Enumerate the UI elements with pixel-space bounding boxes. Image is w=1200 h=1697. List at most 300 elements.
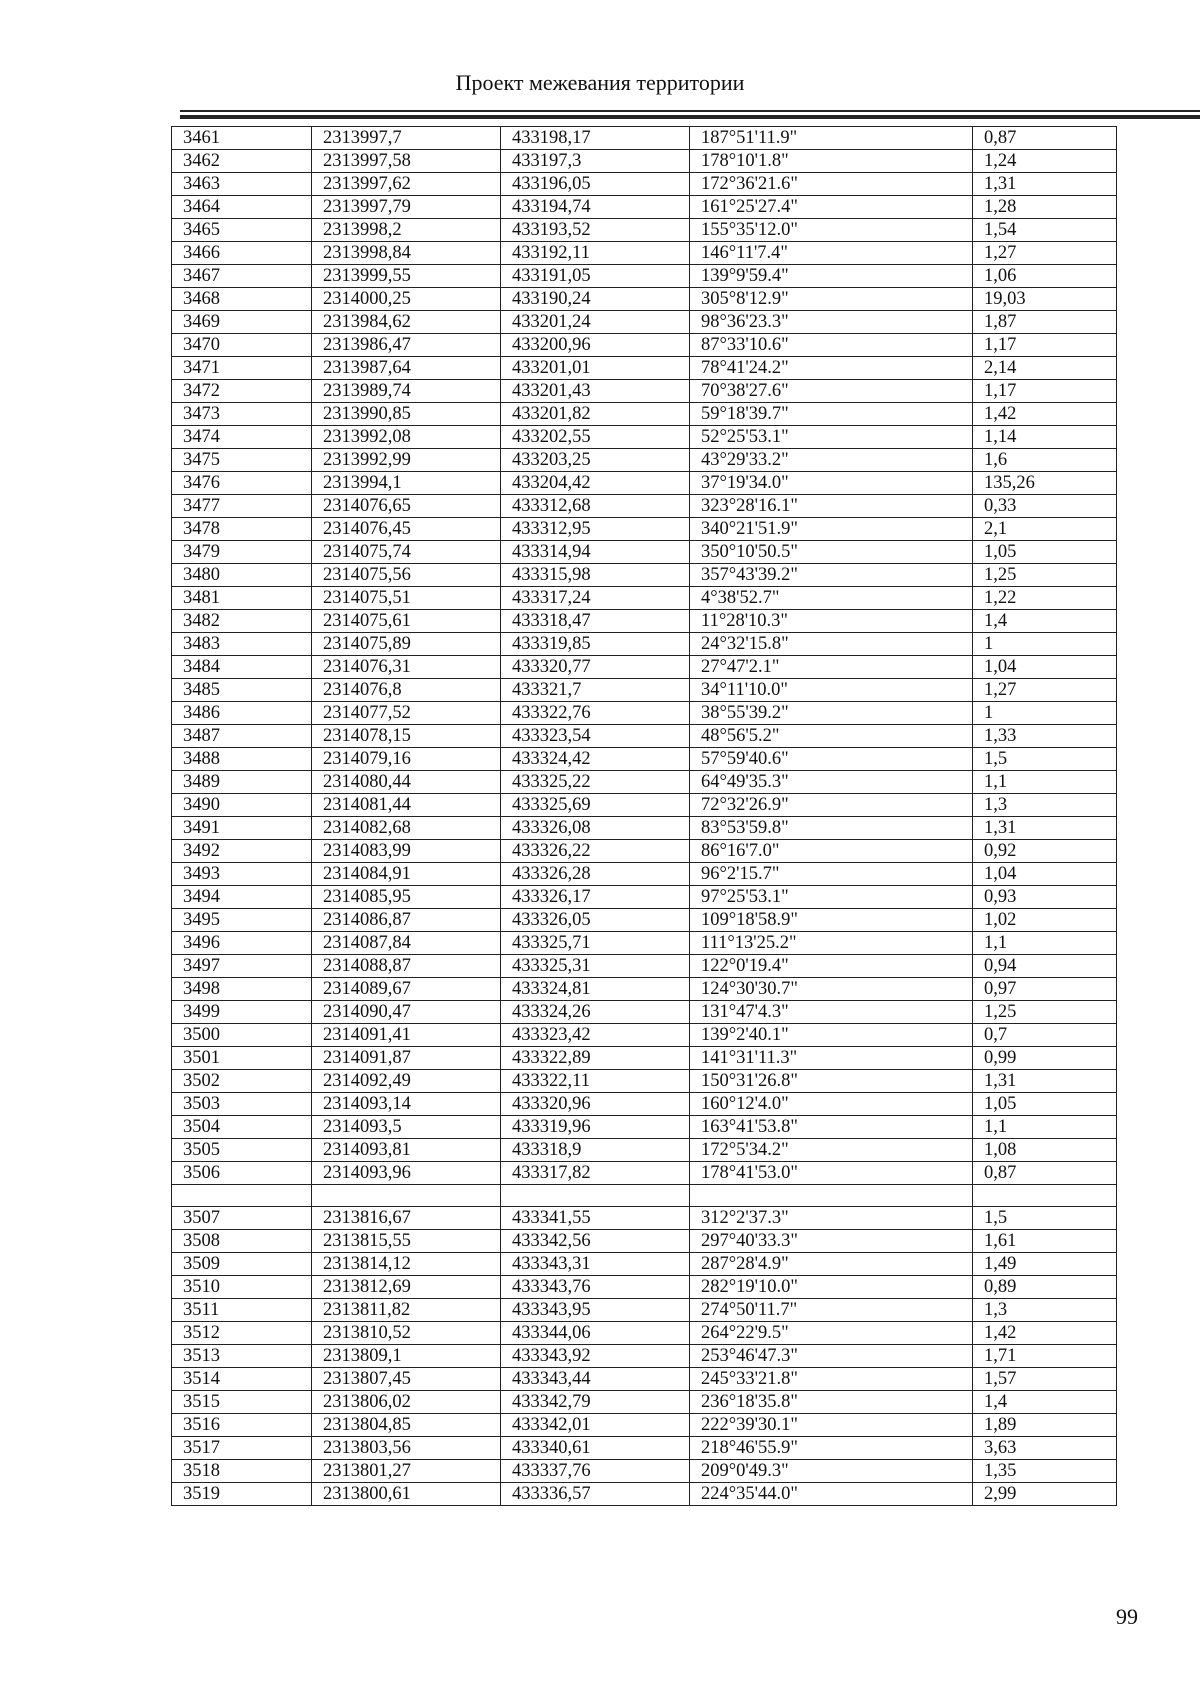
point-number-cell: 3473 — [172, 403, 312, 426]
x-coordinate-cell: 2313800,61 — [312, 1483, 501, 1506]
table-row — [172, 748, 1117, 771]
x-coordinate-cell: 2313989,74 — [312, 380, 501, 403]
table-row — [172, 472, 1117, 495]
bearing-cell: 209°0'49.3" — [690, 1460, 973, 1483]
table-row — [172, 840, 1117, 863]
header-rule-thick — [180, 115, 1200, 119]
x-coordinate-cell: 2314076,31 — [312, 656, 501, 679]
y-coordinate-cell: 433343,76 — [501, 1276, 690, 1299]
y-coordinate-cell: 433197,3 — [501, 150, 690, 173]
x-coordinate-cell: 2314075,51 — [312, 587, 501, 610]
point-number-cell: 3483 — [172, 633, 312, 656]
bearing-cell: 155°35'12.0" — [690, 219, 973, 242]
table-row — [172, 564, 1117, 587]
bearing-cell: 218°46'55.9" — [690, 1437, 973, 1460]
point-number-cell: 3502 — [172, 1070, 312, 1093]
point-number-cell: 3479 — [172, 541, 312, 564]
point-number-cell: 3488 — [172, 748, 312, 771]
distance-cell: 1,1 — [973, 1116, 1117, 1139]
y-coordinate-cell: 433324,42 — [501, 748, 690, 771]
table-row — [172, 1391, 1117, 1414]
y-coordinate-cell: 433326,22 — [501, 840, 690, 863]
table-row — [172, 449, 1117, 472]
distance-cell: 1,5 — [973, 1207, 1117, 1230]
bearing-cell: 139°2'40.1" — [690, 1024, 973, 1047]
table-row — [172, 495, 1117, 518]
point-number-cell: 3497 — [172, 955, 312, 978]
point-number-cell: 3466 — [172, 242, 312, 265]
point-number-cell: 3492 — [172, 840, 312, 863]
table-row — [172, 587, 1117, 610]
y-coordinate-cell: 433323,54 — [501, 725, 690, 748]
table-row — [172, 863, 1117, 886]
x-coordinate-cell: 2314085,95 — [312, 886, 501, 909]
y-coordinate-cell: 433196,05 — [501, 173, 690, 196]
point-number-cell: 3507 — [172, 1207, 312, 1230]
table-row — [172, 1185, 1117, 1207]
bearing-cell: 27°47'2.1" — [690, 656, 973, 679]
point-number-cell: 3470 — [172, 334, 312, 357]
bearing-cell: 245°33'21.8" — [690, 1368, 973, 1391]
point-number-cell: 3475 — [172, 449, 312, 472]
distance-cell: 1,49 — [973, 1253, 1117, 1276]
table-row — [172, 1299, 1117, 1322]
distance-cell: 1,89 — [973, 1414, 1117, 1437]
x-coordinate-cell: 2314093,96 — [312, 1162, 501, 1185]
y-coordinate-cell: 433198,17 — [501, 127, 690, 150]
x-coordinate-cell: 2314091,87 — [312, 1047, 501, 1070]
distance-cell: 1,08 — [973, 1139, 1117, 1162]
point-number-cell: 3503 — [172, 1093, 312, 1116]
y-coordinate-cell: 433325,31 — [501, 955, 690, 978]
x-coordinate-cell: 2313804,85 — [312, 1414, 501, 1437]
distance-cell: 1,71 — [973, 1345, 1117, 1368]
point-number-cell: 3509 — [172, 1253, 312, 1276]
distance-cell: 1,04 — [973, 863, 1117, 886]
table-row — [172, 1276, 1117, 1299]
point-number-cell: 3461 — [172, 127, 312, 150]
distance-cell: 2,1 — [973, 518, 1117, 541]
table-row — [172, 978, 1117, 1001]
coordinates-table-body — [172, 127, 1117, 1506]
distance-cell: 1,3 — [973, 1299, 1117, 1322]
distance-cell: 0,94 — [973, 955, 1117, 978]
x-coordinate-cell: 2314082,68 — [312, 817, 501, 840]
y-coordinate-cell: 433204,42 — [501, 472, 690, 495]
point-number-cell: 3468 — [172, 288, 312, 311]
bearing-cell: 97°25'53.1" — [690, 886, 973, 909]
x-coordinate-cell: 2314093,14 — [312, 1093, 501, 1116]
x-coordinate-cell: 2314081,44 — [312, 794, 501, 817]
bearing-cell: 146°11'7.4" — [690, 242, 973, 265]
point-number-cell: 3490 — [172, 794, 312, 817]
table-row — [172, 127, 1117, 150]
y-coordinate-cell: 433326,08 — [501, 817, 690, 840]
x-coordinate-cell: 2313806,02 — [312, 1391, 501, 1414]
distance-cell: 1,27 — [973, 679, 1117, 702]
bearing-cell — [690, 1185, 973, 1207]
distance-cell — [973, 1185, 1117, 1207]
point-number-cell: 3510 — [172, 1276, 312, 1299]
bearing-cell: 172°5'34.2" — [690, 1139, 973, 1162]
distance-cell: 1,31 — [973, 173, 1117, 196]
table-row — [172, 403, 1117, 426]
distance-cell: 1,35 — [973, 1460, 1117, 1483]
point-number-cell: 3501 — [172, 1047, 312, 1070]
table-row — [172, 1047, 1117, 1070]
bearing-cell: 52°25'53.1" — [690, 426, 973, 449]
distance-cell: 0,87 — [973, 1162, 1117, 1185]
bearing-cell: 34°11'10.0" — [690, 679, 973, 702]
point-number-cell: 3498 — [172, 978, 312, 1001]
y-coordinate-cell: 433326,28 — [501, 863, 690, 886]
table-row — [172, 725, 1117, 748]
header-rule-thin — [180, 110, 1200, 112]
bearing-cell: 160°12'4.0" — [690, 1093, 973, 1116]
distance-cell: 1,87 — [973, 311, 1117, 334]
x-coordinate-cell: 2314076,8 — [312, 679, 501, 702]
point-number-cell: 3516 — [172, 1414, 312, 1437]
y-coordinate-cell: 433342,01 — [501, 1414, 690, 1437]
point-number-cell: 3484 — [172, 656, 312, 679]
table-row — [172, 173, 1117, 196]
y-coordinate-cell: 433326,17 — [501, 886, 690, 909]
distance-cell: 135,26 — [973, 472, 1117, 495]
distance-cell: 0,92 — [973, 840, 1117, 863]
y-coordinate-cell: 433343,44 — [501, 1368, 690, 1391]
bearing-cell: 222°39'30.1" — [690, 1414, 973, 1437]
point-number-cell: 3495 — [172, 909, 312, 932]
y-coordinate-cell: 433203,25 — [501, 449, 690, 472]
y-coordinate-cell: 433190,24 — [501, 288, 690, 311]
bearing-cell: 150°31'26.8" — [690, 1070, 973, 1093]
point-number-cell: 3482 — [172, 610, 312, 633]
point-number-cell: 3478 — [172, 518, 312, 541]
distance-cell: 1,25 — [973, 1001, 1117, 1024]
distance-cell: 1,05 — [973, 1093, 1117, 1116]
x-coordinate-cell — [312, 1185, 501, 1207]
y-coordinate-cell: 433201,82 — [501, 403, 690, 426]
x-coordinate-cell: 2314091,41 — [312, 1024, 501, 1047]
bearing-cell: 78°41'24.2" — [690, 357, 973, 380]
bearing-cell: 124°30'30.7" — [690, 978, 973, 1001]
x-coordinate-cell: 2314075,74 — [312, 541, 501, 564]
distance-cell: 1,02 — [973, 909, 1117, 932]
point-number-cell: 3469 — [172, 311, 312, 334]
distance-cell: 1,4 — [973, 610, 1117, 633]
y-coordinate-cell: 433344,06 — [501, 1322, 690, 1345]
x-coordinate-cell: 2314089,67 — [312, 978, 501, 1001]
x-coordinate-cell: 2314078,15 — [312, 725, 501, 748]
table-row — [172, 1139, 1117, 1162]
table-row — [172, 817, 1117, 840]
distance-cell: 0,7 — [973, 1024, 1117, 1047]
x-coordinate-cell: 2313987,64 — [312, 357, 501, 380]
bearing-cell: 357°43'39.2" — [690, 564, 973, 587]
x-coordinate-cell: 2314000,25 — [312, 288, 501, 311]
distance-cell: 1,33 — [973, 725, 1117, 748]
point-number-cell: 3514 — [172, 1368, 312, 1391]
point-number-cell: 3491 — [172, 817, 312, 840]
bearing-cell: 297°40'33.3" — [690, 1230, 973, 1253]
y-coordinate-cell: 433324,81 — [501, 978, 690, 1001]
point-number-cell: 3493 — [172, 863, 312, 886]
x-coordinate-cell: 2313814,12 — [312, 1253, 501, 1276]
y-coordinate-cell: 433323,42 — [501, 1024, 690, 1047]
table-row — [172, 1368, 1117, 1391]
point-number-cell: 3474 — [172, 426, 312, 449]
bearing-cell: 38°55'39.2" — [690, 702, 973, 725]
y-coordinate-cell: 433315,98 — [501, 564, 690, 587]
distance-cell: 1 — [973, 702, 1117, 725]
table-row — [172, 518, 1117, 541]
bearing-cell: 43°29'33.2" — [690, 449, 973, 472]
x-coordinate-cell: 2313803,56 — [312, 1437, 501, 1460]
point-number-cell: 3464 — [172, 196, 312, 219]
x-coordinate-cell: 2313992,08 — [312, 426, 501, 449]
point-number-cell: 3481 — [172, 587, 312, 610]
x-coordinate-cell: 2313997,79 — [312, 196, 501, 219]
y-coordinate-cell: 433318,47 — [501, 610, 690, 633]
bearing-cell: 282°19'10.0" — [690, 1276, 973, 1299]
y-coordinate-cell: 433319,96 — [501, 1116, 690, 1139]
bearing-cell: 83°53'59.8" — [690, 817, 973, 840]
table-row — [172, 541, 1117, 564]
table-row — [172, 679, 1117, 702]
x-coordinate-cell: 2314084,91 — [312, 863, 501, 886]
distance-cell: 0,97 — [973, 978, 1117, 1001]
distance-cell: 1,5 — [973, 748, 1117, 771]
y-coordinate-cell: 433193,52 — [501, 219, 690, 242]
point-number-cell: 3487 — [172, 725, 312, 748]
table-row — [172, 656, 1117, 679]
x-coordinate-cell: 2314075,89 — [312, 633, 501, 656]
y-coordinate-cell: 433314,94 — [501, 541, 690, 564]
table-row — [172, 1322, 1117, 1345]
y-coordinate-cell: 433201,01 — [501, 357, 690, 380]
y-coordinate-cell: 433322,11 — [501, 1070, 690, 1093]
y-coordinate-cell: 433325,69 — [501, 794, 690, 817]
bearing-cell: 253°46'47.3" — [690, 1345, 973, 1368]
point-number-cell: 3513 — [172, 1345, 312, 1368]
point-number-cell: 3508 — [172, 1230, 312, 1253]
table-row — [172, 1001, 1117, 1024]
point-number-cell: 3496 — [172, 932, 312, 955]
distance-cell: 1,54 — [973, 219, 1117, 242]
distance-cell: 1,04 — [973, 656, 1117, 679]
distance-cell: 1,6 — [973, 449, 1117, 472]
bearing-cell: 64°49'35.3" — [690, 771, 973, 794]
y-coordinate-cell: 433342,56 — [501, 1230, 690, 1253]
x-coordinate-cell: 2313997,7 — [312, 127, 501, 150]
table-row — [172, 1024, 1117, 1047]
bearing-cell: 287°28'4.9" — [690, 1253, 973, 1276]
y-coordinate-cell: 433194,74 — [501, 196, 690, 219]
bearing-cell: 141°31'11.3" — [690, 1047, 973, 1070]
distance-cell: 2,14 — [973, 357, 1117, 380]
distance-cell: 1,3 — [973, 794, 1117, 817]
distance-cell: 1,22 — [973, 587, 1117, 610]
bearing-cell: 109°18'58.9" — [690, 909, 973, 932]
point-number-cell: 3519 — [172, 1483, 312, 1506]
x-coordinate-cell: 2313992,99 — [312, 449, 501, 472]
distance-cell: 19,03 — [973, 288, 1117, 311]
bearing-cell: 11°28'10.3" — [690, 610, 973, 633]
table-row — [172, 1437, 1117, 1460]
distance-cell: 1,57 — [973, 1368, 1117, 1391]
y-coordinate-cell: 433324,26 — [501, 1001, 690, 1024]
bearing-cell: 187°51'11.9" — [690, 127, 973, 150]
distance-cell: 1,25 — [973, 564, 1117, 587]
point-number-cell: 3472 — [172, 380, 312, 403]
y-coordinate-cell: 433317,24 — [501, 587, 690, 610]
x-coordinate-cell: 2314075,56 — [312, 564, 501, 587]
table-row — [172, 426, 1117, 449]
distance-cell: 1,4 — [973, 1391, 1117, 1414]
x-coordinate-cell: 2314075,61 — [312, 610, 501, 633]
bearing-cell: 37°19'34.0" — [690, 472, 973, 495]
point-number-cell — [172, 1185, 312, 1207]
table-row — [172, 219, 1117, 242]
x-coordinate-cell: 2314083,99 — [312, 840, 501, 863]
distance-cell: 1,17 — [973, 334, 1117, 357]
table-row — [172, 334, 1117, 357]
point-number-cell: 3499 — [172, 1001, 312, 1024]
bearing-cell: 224°35'44.0" — [690, 1483, 973, 1506]
bearing-cell: 178°10'1.8" — [690, 150, 973, 173]
x-coordinate-cell: 2313998,2 — [312, 219, 501, 242]
distance-cell: 1,31 — [973, 1070, 1117, 1093]
bearing-cell: 72°32'26.9" — [690, 794, 973, 817]
table-row — [172, 1230, 1117, 1253]
table-row — [172, 932, 1117, 955]
point-number-cell: 3486 — [172, 702, 312, 725]
x-coordinate-cell: 2313810,52 — [312, 1322, 501, 1345]
table-row — [172, 196, 1117, 219]
y-coordinate-cell: 433318,9 — [501, 1139, 690, 1162]
distance-cell: 1,05 — [973, 541, 1117, 564]
distance-cell: 0,87 — [973, 127, 1117, 150]
bearing-cell: 350°10'50.5" — [690, 541, 973, 564]
y-coordinate-cell: 433319,85 — [501, 633, 690, 656]
point-number-cell: 3471 — [172, 357, 312, 380]
x-coordinate-cell: 2313809,1 — [312, 1345, 501, 1368]
y-coordinate-cell: 433200,96 — [501, 334, 690, 357]
point-number-cell: 3511 — [172, 1299, 312, 1322]
y-coordinate-cell: 433343,92 — [501, 1345, 690, 1368]
x-coordinate-cell: 2313801,27 — [312, 1460, 501, 1483]
x-coordinate-cell: 2314088,87 — [312, 955, 501, 978]
point-number-cell: 3462 — [172, 150, 312, 173]
y-coordinate-cell: 433326,05 — [501, 909, 690, 932]
point-number-cell: 3515 — [172, 1391, 312, 1414]
bearing-cell: 59°18'39.7" — [690, 403, 973, 426]
y-coordinate-cell: 433325,71 — [501, 932, 690, 955]
table-row — [172, 909, 1117, 932]
y-coordinate-cell: 433322,76 — [501, 702, 690, 725]
x-coordinate-cell: 2314093,5 — [312, 1116, 501, 1139]
table-row — [172, 610, 1117, 633]
table-row — [172, 380, 1117, 403]
y-coordinate-cell: 433191,05 — [501, 265, 690, 288]
bearing-cell: 163°41'53.8" — [690, 1116, 973, 1139]
x-coordinate-cell: 2313816,67 — [312, 1207, 501, 1230]
y-coordinate-cell: 433201,24 — [501, 311, 690, 334]
page-header-title: Проект межевания территории — [455, 70, 745, 95]
x-coordinate-cell: 2313815,55 — [312, 1230, 501, 1253]
x-coordinate-cell: 2313997,62 — [312, 173, 501, 196]
bearing-cell: 139°9'59.4" — [690, 265, 973, 288]
bearing-cell: 161°25'27.4" — [690, 196, 973, 219]
table-row — [172, 1460, 1117, 1483]
table-row — [172, 1483, 1117, 1506]
x-coordinate-cell: 2314076,65 — [312, 495, 501, 518]
point-number-cell: 3512 — [172, 1322, 312, 1345]
bearing-cell: 131°47'4.3" — [690, 1001, 973, 1024]
distance-cell: 0,33 — [973, 495, 1117, 518]
table-row — [172, 1070, 1117, 1093]
y-coordinate-cell: 433337,76 — [501, 1460, 690, 1483]
x-coordinate-cell: 2313807,45 — [312, 1368, 501, 1391]
x-coordinate-cell: 2314077,52 — [312, 702, 501, 725]
table-row — [172, 886, 1117, 909]
distance-cell: 1,28 — [973, 196, 1117, 219]
point-number-cell: 3517 — [172, 1437, 312, 1460]
x-coordinate-cell: 2313994,1 — [312, 472, 501, 495]
point-number-cell: 3504 — [172, 1116, 312, 1139]
point-number-cell: 3485 — [172, 679, 312, 702]
bearing-cell: 122°0'19.4" — [690, 955, 973, 978]
bearing-cell: 96°2'15.7" — [690, 863, 973, 886]
distance-cell: 1,61 — [973, 1230, 1117, 1253]
x-coordinate-cell: 2314079,16 — [312, 748, 501, 771]
distance-cell: 1,42 — [973, 403, 1117, 426]
x-coordinate-cell: 2313998,84 — [312, 242, 501, 265]
y-coordinate-cell: 433320,96 — [501, 1093, 690, 1116]
table-row — [172, 1116, 1117, 1139]
distance-cell: 1,1 — [973, 932, 1117, 955]
table-row — [172, 265, 1117, 288]
distance-cell: 1 — [973, 633, 1117, 656]
x-coordinate-cell: 2313997,58 — [312, 150, 501, 173]
table-row — [172, 1414, 1117, 1437]
y-coordinate-cell: 433340,61 — [501, 1437, 690, 1460]
distance-cell: 1,42 — [973, 1322, 1117, 1345]
point-number-cell: 3467 — [172, 265, 312, 288]
point-number-cell: 3518 — [172, 1460, 312, 1483]
y-coordinate-cell: 433321,7 — [501, 679, 690, 702]
distance-cell: 1,17 — [973, 380, 1117, 403]
bearing-cell: 24°32'15.8" — [690, 633, 973, 656]
bearing-cell: 323°28'16.1" — [690, 495, 973, 518]
y-coordinate-cell: 433336,57 — [501, 1483, 690, 1506]
distance-cell: 1,27 — [973, 242, 1117, 265]
bearing-cell: 274°50'11.7" — [690, 1299, 973, 1322]
bearing-cell: 86°16'7.0" — [690, 840, 973, 863]
table-row — [172, 794, 1117, 817]
x-coordinate-cell: 2313990,85 — [312, 403, 501, 426]
x-coordinate-cell: 2314093,81 — [312, 1139, 501, 1162]
y-coordinate-cell: 433320,77 — [501, 656, 690, 679]
y-coordinate-cell: 433341,55 — [501, 1207, 690, 1230]
bearing-cell: 57°59'40.6" — [690, 748, 973, 771]
table-row — [172, 1093, 1117, 1116]
point-number-cell: 3505 — [172, 1139, 312, 1162]
table-row — [172, 357, 1117, 380]
bearing-cell: 87°33'10.6" — [690, 334, 973, 357]
bearing-cell: 48°56'5.2" — [690, 725, 973, 748]
point-number-cell: 3477 — [172, 495, 312, 518]
